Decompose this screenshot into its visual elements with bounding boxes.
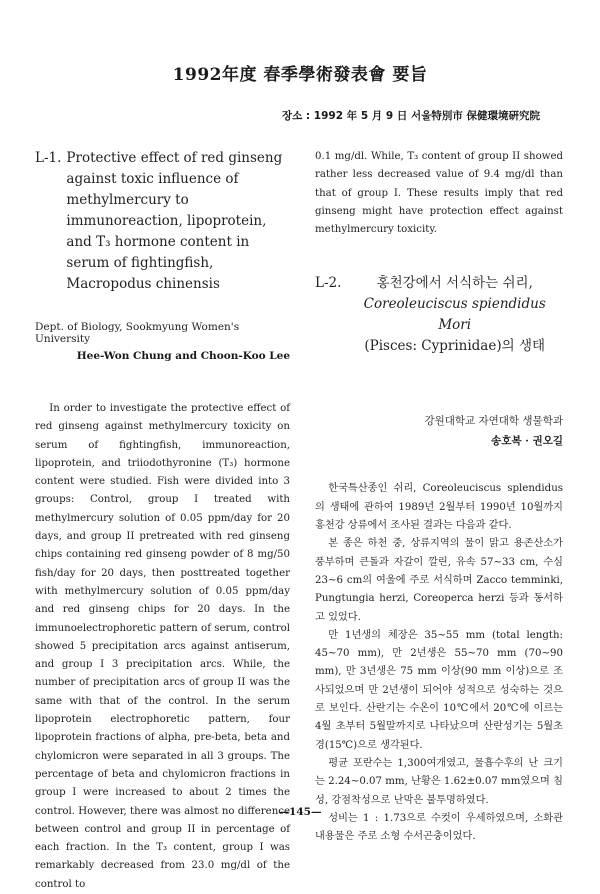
article-2-paragraph: 한국특산종인 쉬리, Coreoleuciscus splendidus의 생태에 관하여 1989년 2월부터 1990년 10월까지 홍천강 상류에서 조사된 결과는 다음과 같다.: [315, 483, 563, 532]
article-1-affiliation: Dept. of Biology, Sookmyung Women's University: [35, 321, 240, 345]
article-2-title-line3: (Pisces: Cyprinidae)의 생태: [364, 338, 546, 355]
article-2-paragraph: 본 종은 하천 중, 상류지역의 물이 맑고 용존산소가 풍부하며 큰돌과 자갈이 깔린, 유속 57∼33 cm, 수심 23∼6 cm의 여울에 주로 서식하며 Zacco temminki, Pungtungia herzi, Coreoperca herzi 등과 동서하고 있었다.: [315, 538, 563, 623]
article-2-authors: 송호복 · 권오길: [491, 435, 563, 448]
article-2-abstract: [315, 480, 563, 846]
article-2-paragraph: 성비는 1 : 1.73으로 수컷이 우세하였으며, 소화관 내용물은 주로 소형 수서곤충이었다.: [315, 812, 563, 843]
article-2-title: [346, 273, 563, 357]
article-2-title-line2: Coreoleuciscus spiendidus Mori: [363, 296, 546, 334]
article-1-number: L-1.: [35, 150, 62, 166]
article-1-heading: [35, 148, 290, 295]
left-column: [35, 148, 290, 894]
article-1-title: Protective effect of red ginseng against toxic influence of methylmercury to immunoreaction, lipoprotein, and T₃ hormone content in serum of fightingfish, Macropodus chinensis: [66, 150, 283, 292]
article-2-number: L-2.: [315, 275, 342, 292]
article-1-abstract: In order to investigate the protective effect of red ginseng against methylmercury toxicity on serum of fightingfish, immunoreaction, lipoprotein, and triiodothyronine (T₃) hormone content were studied. Fish were divided into 3 groups: Control, group I treated with methylmercury solution of 0.05 ppm/day for 20 days, and group II pretreated with red ginseng chips containing red ginseng powder of 8 mg/50 fish/day for 20 days, then posttreated together with methylmercury solution of 0.05 ppm/day and red ginseng chips for 20 days. In the immunoelectrophoretic pattern of serum, control showed 5 precipitation arcs against antiserum, and group I 3 precipitation arcs. While, the number of precipitation arcs of group II was the same with that of the control. In the serum lipoprotein electrophoretic pattern, four lipoprotein fractions of alpha, pre-beta, beta and chylomicron were separated in all 3 groups. The percentage of beta and chylomicron fractions in group I were increased to about 2 times the control. However, there was almost no difference between control and group II in percentage of each fraction. In the T₃ content, group I was remarkably decreased from 23.0 mg/dl of the control to: [35, 403, 290, 890]
article-2-paragraph: 평균 포란수는 1,300여개였고, 물흡수후의 난 크기는 2.24∼0.07 mm, 난황은 1.62±0.07 mm였으며 침성, 강점착성으로 난막은 불투명하였다.: [315, 757, 563, 806]
page-title: 1992年度 春季學術發表會 要旨: [172, 65, 428, 85]
venue-line: 장소 : 1992 年 5 月 9 日 서울特別市 保健環境硏究院: [281, 110, 540, 122]
page-number: —145—: [278, 806, 322, 818]
article-2-affiliation: 강원대학교 자연대학 생물학과: [424, 415, 563, 428]
article-2-heading: [315, 273, 563, 357]
article-2-title-line1: 홍천강에서 서식하는 쉬리,: [376, 275, 533, 292]
right-column: [315, 148, 563, 846]
article-2-paragraph: 만 1년생의 체장은 35∼55 mm (total length: 45∼70 mm), 만 2년생은 55∼70 mm (70∼90 mm), 만 3년생은 75 mm 이상(90 mm 이상)으로 조사되었으며 만 2년생이 되어야 성적으로 성숙하는 것으로 보인다. 산란기는 수온이 10℃에서 20℃에 이르는 4월 초부터 5월말까지로 나타났으며 산란성기는 5월초경(15℃)으로 생각된다.: [315, 629, 563, 751]
article-1-abstract-continued: 0.1 mg/dl. While, T₃ content of group II showed rather less decreased value of 9.4 mg/dl than that of group I. These results imply that red ginseng might have protection effect against methylmercury toxicity.: [315, 151, 563, 236]
article-1-authors: Hee-Won Chung and Choon-Koo Lee: [76, 350, 290, 362]
